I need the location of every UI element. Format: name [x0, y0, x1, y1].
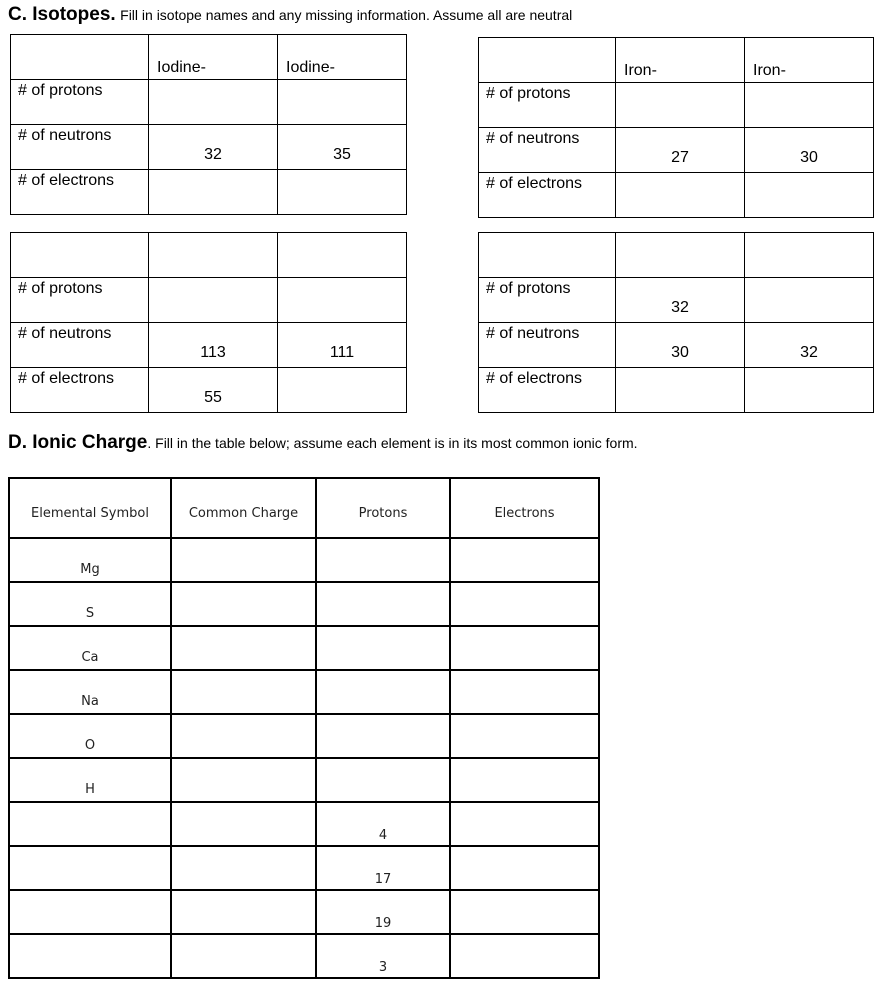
row-label-electrons: # of electrons: [479, 368, 616, 413]
table-row: [11, 368, 407, 413]
row-label-protons: # of protons: [11, 278, 149, 323]
symbol-cell[interactable]: H: [9, 758, 171, 802]
table-row: [479, 368, 874, 413]
header-cell-blank: [479, 233, 616, 278]
answer-cell[interactable]: [616, 368, 745, 413]
ionic-charge-table: [8, 477, 600, 979]
isotope-name-cell[interactable]: Iodine-: [278, 35, 407, 80]
table-row: [11, 170, 407, 215]
header-cell-blank: [11, 35, 149, 80]
symbol-cell[interactable]: Na: [9, 670, 171, 714]
answer-cell[interactable]: [278, 80, 407, 125]
charge-cell[interactable]: [171, 670, 316, 714]
column-header: Common Charge: [171, 478, 316, 538]
row-label-neutrons: # of neutrons: [479, 323, 616, 368]
row-label-protons: # of protons: [479, 278, 616, 323]
electrons-cell[interactable]: [450, 890, 599, 934]
answer-cell[interactable]: [278, 278, 407, 323]
table-row: [479, 323, 874, 368]
column-header: Electrons: [450, 478, 599, 538]
table-row: [9, 758, 599, 802]
section-d-title: D. Ionic Charge: [8, 432, 148, 453]
symbol-cell[interactable]: Mg: [9, 538, 171, 582]
table-row: [9, 670, 599, 714]
table-row: [479, 83, 874, 128]
electrons-cell[interactable]: [450, 582, 599, 626]
protons-cell[interactable]: [316, 538, 450, 582]
table-row: [11, 278, 407, 323]
protons-cell[interactable]: [316, 626, 450, 670]
protons-cell[interactable]: [316, 758, 450, 802]
row-label-electrons: # of electrons: [11, 368, 149, 413]
answer-cell[interactable]: 30: [616, 323, 745, 368]
header-cell-blank: [11, 233, 149, 278]
electrons-cell[interactable]: [450, 626, 599, 670]
isotope-table-3: [10, 232, 407, 413]
table-row: [479, 173, 874, 218]
charge-cell[interactable]: [171, 626, 316, 670]
table-row: [11, 35, 407, 80]
answer-cell[interactable]: [149, 278, 278, 323]
isotope-name-cell[interactable]: [745, 233, 874, 278]
charge-cell[interactable]: [171, 802, 316, 846]
symbol-cell[interactable]: O: [9, 714, 171, 758]
charge-cell[interactable]: [171, 758, 316, 802]
table-row: [9, 626, 599, 670]
protons-cell[interactable]: [316, 714, 450, 758]
answer-cell[interactable]: [616, 173, 745, 218]
section-c-title: C. Isotopes.: [8, 4, 116, 25]
table-row: [9, 934, 599, 978]
isotope-table-iron: [478, 37, 874, 218]
section-c-instructions: Fill in isotope names and any missing information. Assume all are neutral: [120, 7, 573, 23]
protons-cell[interactable]: 17: [316, 846, 450, 890]
isotope-name-cell[interactable]: Iron-: [745, 38, 874, 83]
answer-cell[interactable]: 111: [278, 323, 407, 368]
table-row: [479, 128, 874, 173]
answer-cell[interactable]: 27: [616, 128, 745, 173]
isotope-name-cell[interactable]: Iron-: [616, 38, 745, 83]
electrons-cell[interactable]: [450, 714, 599, 758]
charge-cell[interactable]: [171, 714, 316, 758]
isotope-name-cell[interactable]: [149, 233, 278, 278]
table-row: [11, 80, 407, 125]
charge-cell[interactable]: [171, 538, 316, 582]
protons-cell[interactable]: 3: [316, 934, 450, 978]
charge-cell[interactable]: [171, 890, 316, 934]
row-label-protons: # of protons: [479, 83, 616, 128]
answer-cell[interactable]: 32: [616, 278, 745, 323]
charge-cell[interactable]: [171, 846, 316, 890]
section-d-heading: [8, 432, 638, 454]
table-header-row: [9, 478, 599, 538]
row-label-neutrons: # of neutrons: [11, 323, 149, 368]
answer-cell[interactable]: [278, 170, 407, 215]
answer-cell[interactable]: [745, 83, 874, 128]
protons-cell[interactable]: 4: [316, 802, 450, 846]
answer-cell[interactable]: 32: [745, 323, 874, 368]
column-header: Protons: [316, 478, 450, 538]
charge-cell[interactable]: [171, 934, 316, 978]
table-row: [9, 846, 599, 890]
electrons-cell[interactable]: [450, 934, 599, 978]
charge-cell[interactable]: [171, 582, 316, 626]
table-row: [11, 233, 407, 278]
table-row: [9, 714, 599, 758]
table-row: [479, 278, 874, 323]
table-row: [11, 323, 407, 368]
row-label-electrons: # of electrons: [11, 170, 149, 215]
row-label-neutrons: # of neutrons: [11, 125, 149, 170]
isotope-table-4: [478, 232, 874, 413]
section-d-instructions: . Fill in the table below; assume each element is in its most common ionic form.: [147, 435, 638, 451]
table-row: [9, 538, 599, 582]
symbol-cell[interactable]: [9, 802, 171, 846]
table-row: [9, 582, 599, 626]
isotope-table-iodine: [10, 34, 407, 215]
symbol-cell[interactable]: Ca: [9, 626, 171, 670]
electrons-cell[interactable]: [450, 538, 599, 582]
symbol-cell[interactable]: [9, 934, 171, 978]
table-row: [479, 233, 874, 278]
answer-cell[interactable]: 32: [149, 125, 278, 170]
answer-cell[interactable]: [278, 368, 407, 413]
isotope-name-cell[interactable]: Iodine-: [149, 35, 278, 80]
answer-cell[interactable]: [616, 83, 745, 128]
protons-cell[interactable]: [316, 582, 450, 626]
answer-cell[interactable]: 55: [149, 368, 278, 413]
electrons-cell[interactable]: [450, 758, 599, 802]
table-row: [11, 125, 407, 170]
electrons-cell[interactable]: [450, 802, 599, 846]
isotope-name-cell[interactable]: [616, 233, 745, 278]
protons-cell[interactable]: 19: [316, 890, 450, 934]
answer-cell[interactable]: [149, 80, 278, 125]
table-row: [479, 38, 874, 83]
symbol-cell[interactable]: [9, 846, 171, 890]
answer-cell[interactable]: 30: [745, 128, 874, 173]
electrons-cell[interactable]: [450, 670, 599, 714]
protons-cell[interactable]: [316, 670, 450, 714]
symbol-cell[interactable]: S: [9, 582, 171, 626]
electrons-cell[interactable]: [450, 846, 599, 890]
row-label-neutrons: # of neutrons: [479, 128, 616, 173]
symbol-cell[interactable]: [9, 890, 171, 934]
row-label-electrons: # of electrons: [479, 173, 616, 218]
answer-cell[interactable]: [745, 173, 874, 218]
answer-cell[interactable]: [149, 170, 278, 215]
column-header: Elemental Symbol: [9, 478, 171, 538]
answer-cell[interactable]: [745, 368, 874, 413]
isotope-name-cell[interactable]: [278, 233, 407, 278]
header-cell-blank: [479, 38, 616, 83]
answer-cell[interactable]: 35: [278, 125, 407, 170]
answer-cell[interactable]: 113: [149, 323, 278, 368]
answer-cell[interactable]: [745, 278, 874, 323]
row-label-protons: # of protons: [11, 80, 149, 125]
section-c-heading: [8, 4, 572, 26]
table-row: [9, 890, 599, 934]
table-row: [9, 802, 599, 846]
